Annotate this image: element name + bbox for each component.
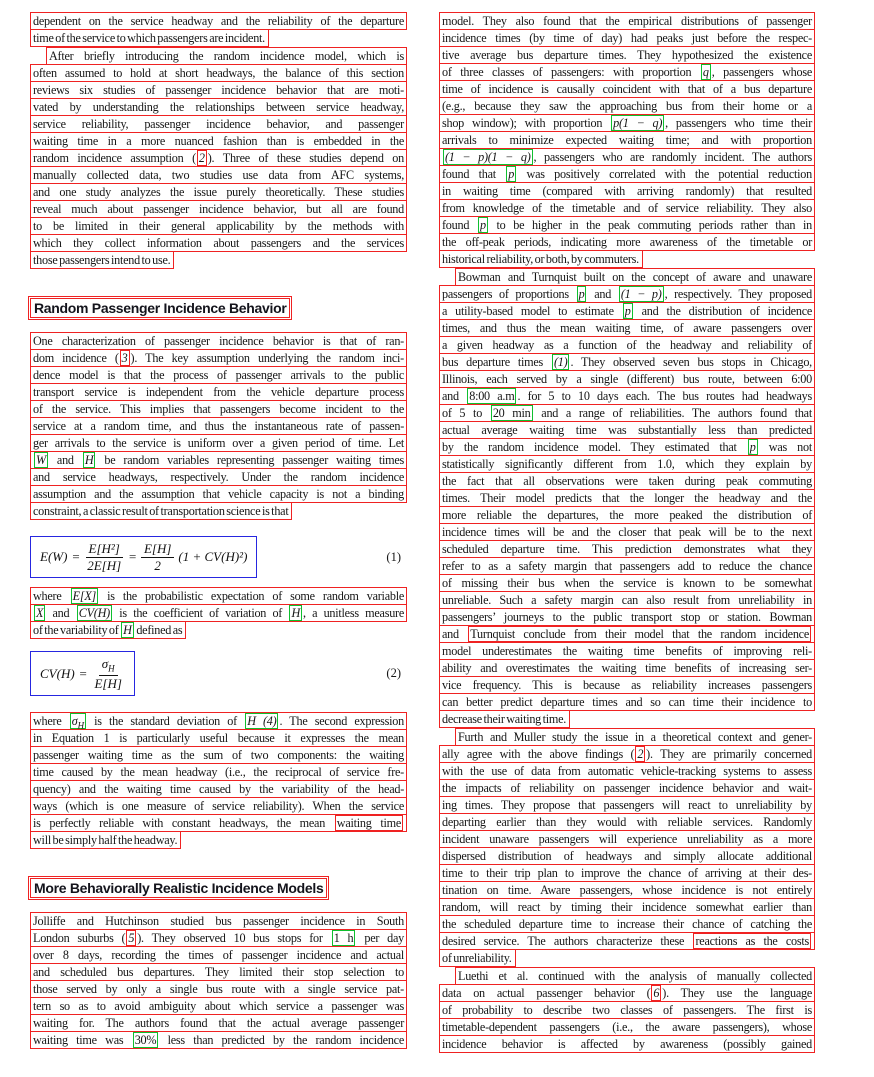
text-line: ally agree with the above findings ( 2 ). They are primarily concerned [439,745,815,763]
text-line: often assumed to hold at short headways, the balance of this section [30,64,407,82]
text-line: quency) and the waiting time caused by the variability of the head- [30,780,407,798]
text-line: X and CV(H) is the coefficient of variation of H , a unitless measure [30,604,407,622]
text-line: waiting time was 30% less than predicted by the random incidence [30,1031,407,1049]
text-line: scheduled departure time. This prediction demonstrates what they [439,540,815,558]
denominator: 2 [154,557,161,573]
paragraph [439,728,815,967]
text-line: Bowman and Turnquist built on the concept of aware and unaware [455,268,815,286]
eq1-tail: (1 + CV(H)²) [178,549,248,565]
text-line: Furth and Muller study the issue in a theoretical context and gener- [455,728,815,746]
text-line: statistically significantly different from 1.0, which they explain by [439,455,815,473]
text-line: model. They also found that the empirical distributions of passenger [439,12,815,30]
text-line: in Equation 1 is particularly useful because it expresses the mean [30,729,407,747]
eq2-lhs: CV(H) [40,665,75,681]
text-line: refer to as a safety margin that passengers add to reduce the chance [439,557,815,575]
text-line: timetable-dependent passengers (i.e., the aware passengers), whose [439,1018,815,1036]
text-line: time of the service to which passengers are incident. [30,29,269,47]
text-line: passengers’ journeys to the public transport stop or station. Bowman [439,608,815,626]
highlight-box-green: (1 − p) [620,287,662,301]
text-line: times, and thus the mean waiting time, of aware passengers over [439,319,815,337]
highlight-box-green: H [291,606,300,621]
right-column [439,12,815,1053]
paragraph [30,712,407,849]
equals-sign: = [71,549,81,565]
highlight-box-green: E[X] [72,589,96,604]
highlight-box-red: 3 [121,351,128,365]
text-line: will be simply half the headway. [30,831,181,849]
text-line: time of incidence is causally coincident with that of a bus departure [439,80,815,98]
text-line: of missing their bus when the service is known to be somewhat [439,574,815,592]
text-line: tive average bus departure times. They hypothesized the existence [439,46,815,64]
text-line: assumption and the assumption that vehicle capacity is not a binding [30,485,407,503]
text-line: ways (which is one measure of service reliability). When the service [30,797,407,815]
text-line: vice frequency. This is because as reliability increases passengers [439,676,815,694]
text-line: desired service. The authors characterize these reactions as the costs [439,932,815,950]
highlight-box-green: 8:00 a.m [469,389,515,403]
text-line: and scheduled bus departures. They limited their stop selection to [30,963,407,981]
text-line: the impacts of reliability on passenger incidence behavior and wait- [439,779,815,797]
text-line: and service headways, respectively. Under the random incidence [30,468,407,486]
text-line: a given headway as a function of the headway and reliability of [439,336,815,354]
text-line: passengers of proportions p and (1 − p) , respectively. They proposed [439,285,815,303]
text-line: (1 − p)(1 − q) , passengers who are randomly incident. The authors [439,148,815,166]
text-line: can better predict departure times and so can time their incidence to [439,693,815,711]
text-line: and Turnquist conclude from their model that the random incidence [439,625,815,643]
text-line: ger arrivals to the service is uniform over a given period of time. Let [30,434,407,452]
highlight-box-green: H [84,453,94,467]
highlight-box-green: p [508,167,515,181]
highlight-box-red: 2 [637,747,644,761]
text-line: from knowledge of the timetable and of service reliability. They also [439,199,815,217]
text-line: the off-peak periods, indicating more awareness of the timetable or [439,233,815,251]
highlight-box-red: waiting time [336,816,401,831]
highlight-box-red: 6 [653,986,660,1000]
paragraph [30,332,407,520]
text-line: of the variability of H defined as [30,621,186,639]
equation-number: (2) [386,666,401,681]
text-line: constraint, a classic result of transportation science is that [30,502,292,520]
text-line: time to their trip plan to improve the chance of arriving at their des- [439,864,815,882]
highlight-box-green: CV(H) [78,606,110,621]
highlight-box-green: p [624,304,631,318]
text-line: (e.g., because they saw the approaching bus from their home or a [439,97,815,115]
text-line: dence model is that the process of passenger arrivals to the public [30,366,407,384]
denominator: E[H] [94,675,122,691]
text-line: shop window); with proportion p(1 − q) , passengers who time their [439,114,815,132]
text-line: dependent on the service headway and the reliability of the departure [30,12,407,30]
text-line: model underestimates the waiting time benefits of improving reli- [439,642,815,660]
text-line: the fact that all observations were taken during peak commuting [439,472,815,490]
section-heading-random-incidence: Random Passenger Incidence Behavior [30,298,290,318]
text-line: W and H be random variables representing passenger waiting times [30,451,407,469]
text-line: service reliability, passenger incidence behavior, and passenger [30,115,407,133]
highlight-box-green: p [578,287,585,301]
text-line: the scheduled departure time to increase their chance of catching the [439,915,815,933]
highlight-box-green: H (4) [247,714,277,729]
highlight-box-green: 20 min [492,406,531,420]
text-line: by the random incidence model. They estimated that p was not [439,438,815,456]
paragraph [439,268,815,728]
highlight-box-green: q [702,65,709,79]
numerator: $\sigma_H$ [99,656,118,675]
text-line: found that p was positively correlated with the potential reduction [439,165,815,183]
text-line: Jolliffe and Hutchinson studied bus passenger incidence in South [30,912,407,930]
highlight-box-green: p [749,440,756,454]
text-line: service at a random time, and thus the instantaneous rate of passen- [30,417,407,435]
text-line: which they collect information about passengers and the services [30,234,407,252]
text-line: dom incidence ( 3 ). The key assumption underlying the random inci- [30,349,407,367]
text-line: actual average waiting time was substantially less than predicted [439,421,815,439]
highlight-box-green: 1 h [333,931,354,946]
highlight-box-green: H [123,623,132,638]
text-line: dispersed distribution of headways and simply allocate additional [439,847,815,865]
left-column [30,12,407,1049]
text-line: in waiting time (compared with arriving randomly) that resulted [439,182,815,200]
text-line: more reliable the departures, the more peaked the distribution of [439,506,815,524]
paragraph [30,47,407,269]
text-line: unreliable. Such a safety margin can also result from unreliability in [439,591,815,609]
highlight-box-red: 5 [128,931,135,946]
fraction [91,656,124,691]
text-line: random, will react by timing their incidence somewhat earlier than [439,898,815,916]
text-line: ing times. They propose that passengers will react to unreliability by [439,796,815,814]
highlight-box-green: (1 − p)(1 − q) [445,150,531,164]
paragraph [30,912,407,1049]
paragraph [30,587,407,639]
text-line: of the service. This implies that passengers become incident to the [30,400,407,418]
section-heading-behavioral-models: More Behaviorally Realistic Incidence Models [30,878,327,898]
text-line: of 5 to 20 min and a range of reliabilities. The authors found that [439,404,815,422]
text-line: arrivals to minimize expected waiting time; and with proportion [439,131,815,149]
text-line: is perfectly reliable with constant headways, the mean waiting time [30,814,407,832]
highlight-box-red: 2 [198,151,205,165]
paragraph [30,12,407,47]
equation-number: (1) [386,549,401,564]
text-line: One characterization of passenger incidence behavior is that of ran- [30,332,407,350]
text-line: London suburbs ( 5 ). They observed 10 bus stops for 1 h per day [30,929,407,947]
text-line: those served by only a single bus route with a single service pat- [30,980,407,998]
text-line: found p to be higher in the peak commuting periods rather than in [439,216,815,234]
text-line: of unreliability. [439,949,516,967]
paragraph [439,967,815,1053]
highlight-box-green: X [36,606,44,621]
equals-sign: = [78,665,88,681]
text-line: transport service is independent from the vehicle departure process [30,383,407,401]
text-line: reveal much about passenger incidence behavior, but all are found [30,200,407,218]
text-line: After briefly introducing the random incidence model, which is [46,47,407,65]
text-line: times. Their model predicts that the longer the headway and the [439,489,815,507]
highlight-box-green: p [479,218,486,232]
numerator: E[H²] [86,541,123,558]
highlight-box-green: (1) [554,355,568,369]
text-line: incidence times (by time of day) had peaks just before the respec- [439,29,815,47]
text-line: and one study analyzes the issue purely theoretically. These studies [30,183,407,201]
text-line: bus departure times (1) . They observed seven bus stops in Chicago, [439,353,815,371]
fraction [84,541,124,573]
text-line: a utility-based model to estimate p and the distribution of incidence [439,302,815,320]
highlight-box-red: Turnquist conclude from their model that the random incidence [470,627,809,641]
text-line: over 8 days, recording the times of passenger incidence and actual [30,946,407,964]
highlight-box-green: p(1 − q) [613,116,663,130]
text-line: data on actual passenger behavior ( 6 ). They use the language [439,984,815,1002]
numerator: E[H] [141,541,174,558]
highlight-box-green: W [36,453,46,467]
text-line: of probability to describe two classes of passengers. The first is [439,1001,815,1019]
text-line: incidence times will be and the closer that peak will be to the next [439,523,815,541]
text-line: incident unaware passengers will experience unreliability as a more [439,830,815,848]
text-line: vated by understanding the relationships between service headway, [30,98,407,116]
highlight-box-red: reactions as the costs [695,934,810,948]
text-line: Luethi et al. continued with the analysis of manually collected [455,967,815,985]
highlight-box-green: 30% [134,1033,157,1048]
text-line: incidence behavior is affected by awareness (possibly gained [439,1035,815,1053]
text-line: tination on time. Aware passengers, whose incidence is not entirely [439,881,815,899]
text-line: of three classes of passengers: with proportion q , passengers whose [439,63,815,81]
text-line: manually collected data, two studies use data from AFC systems, [30,166,407,184]
text-line: tern so as to avoid ambiguity about which service a passenger was [30,997,407,1015]
text-line: random incidence assumption ( 2 ). Three of these studies depend on [30,149,407,167]
text-line: passenger waiting time as the sum of two components: the waiting [30,746,407,764]
text-line: time caused by the mean headway (i.e., the reciprocal of service fre- [30,763,407,781]
text-line: decrease their waiting time. [439,710,570,728]
equation-2 [30,651,407,696]
text-line: and 8:00 a.m . for 5 to 10 days each. The bus routes had headways [439,387,815,405]
text-line: ability and overestimates the waiting time benefits of increasing ser- [439,659,815,677]
text-line: reviews six studies of passenger incidence behavior that are moti- [30,81,407,99]
text-line: to be limited in their general applicability by the methods with [30,217,407,235]
text-line: with the use of data from automatic vehicle-tracking systems to assess [439,762,815,780]
text-line: where E[X] is the probabilistic expectation of some random variable [30,587,407,605]
text-line: where $\sigma_H$ is the standard deviation of H (4) . The second expression [30,712,407,730]
text-line: historical reliability, or both, by commuters. [439,250,643,268]
fraction [141,541,174,573]
equation-1-box [30,536,257,578]
denominator: 2E[H] [87,557,122,573]
text-line: waiting time in a more nuanced fashion than is embedded in the [30,132,407,150]
equation-2-box [30,651,135,696]
equation-1 [30,536,407,578]
text-line: Illinois, each served by a single (different) bus route, between 6:00 [439,370,815,388]
text-line: those passengers intend to use. [30,251,174,269]
equals-sign: = [128,549,137,565]
text-line: departing earlier than they would with reliable services. Randomly [439,813,815,831]
eq1-lhs: E(W) [40,549,68,565]
text-line: waiting for. The authors found that the actual average passenger [30,1014,407,1032]
paragraph [439,12,815,268]
highlight-box-green: $\sigma_H$ [71,714,84,731]
